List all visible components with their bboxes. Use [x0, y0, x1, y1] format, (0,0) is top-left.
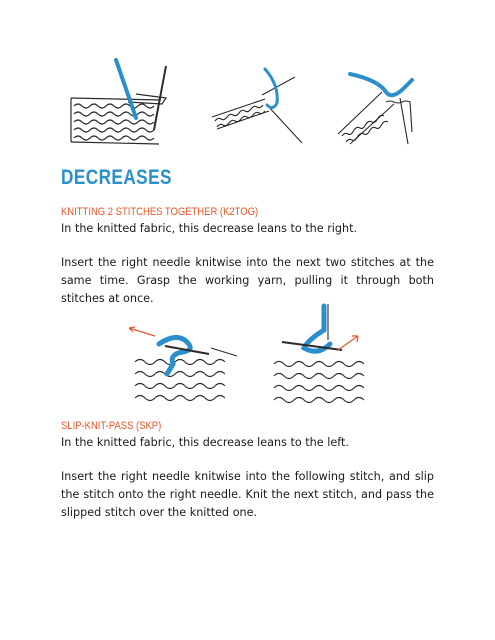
section-title: DECREASES [61, 166, 172, 189]
skp-illustration [268, 300, 388, 406]
k2tog-instructions: Insert the right needle knitwise into the next two stitches at the same time. Grasp the working yarn, pulling it through both stitches at once. [61, 256, 434, 305]
k2tog-heading: KNITTING 2 STITCHES TOGETHER (K2TOG) [61, 206, 259, 218]
knitting-step-2-illustration [207, 65, 307, 145]
k2tog-illustration [125, 318, 245, 408]
skp-lean-text: In the knitted fabric, this decrease leans to the left. [61, 436, 349, 449]
knitting-step-3-illustration [330, 58, 430, 148]
skp-instructions: Insert the right needle knitwise into the following stitch, and slip the stitch onto the right needle. Knit the next stitch, and pass the slipped stitch over the knitted one. [61, 470, 434, 519]
k2tog-lean-text: In the knitted fabric, this decrease leans to the right. [61, 222, 358, 235]
skp-heading: SLIP-KNIT-PASS (SKP) [61, 420, 162, 432]
knitting-step-1-illustration [66, 58, 171, 148]
